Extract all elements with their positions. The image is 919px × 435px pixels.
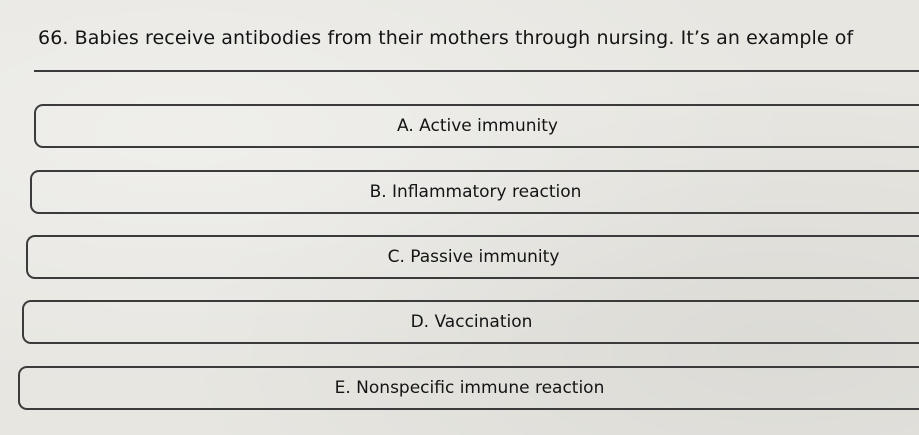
option-b[interactable]: [30, 170, 919, 214]
option-a-label: A. Active immunity: [397, 116, 558, 136]
option-d-label: D. Vaccination: [410, 312, 533, 332]
option-d[interactable]: [22, 300, 919, 344]
option-e-label: E. Nonspecific immune reaction: [334, 378, 605, 398]
option-c-label: C. Passive immunity: [387, 247, 560, 267]
option-e[interactable]: [18, 366, 919, 410]
question-text: 66. Babies receive antibodies from their mothers through nursing. It’s an example of: [38, 27, 854, 49]
option-b-label: B. Inflammatory reaction: [369, 182, 582, 202]
option-a[interactable]: [34, 104, 919, 148]
answer-blank-line: [34, 70, 919, 72]
option-c[interactable]: [26, 235, 919, 279]
